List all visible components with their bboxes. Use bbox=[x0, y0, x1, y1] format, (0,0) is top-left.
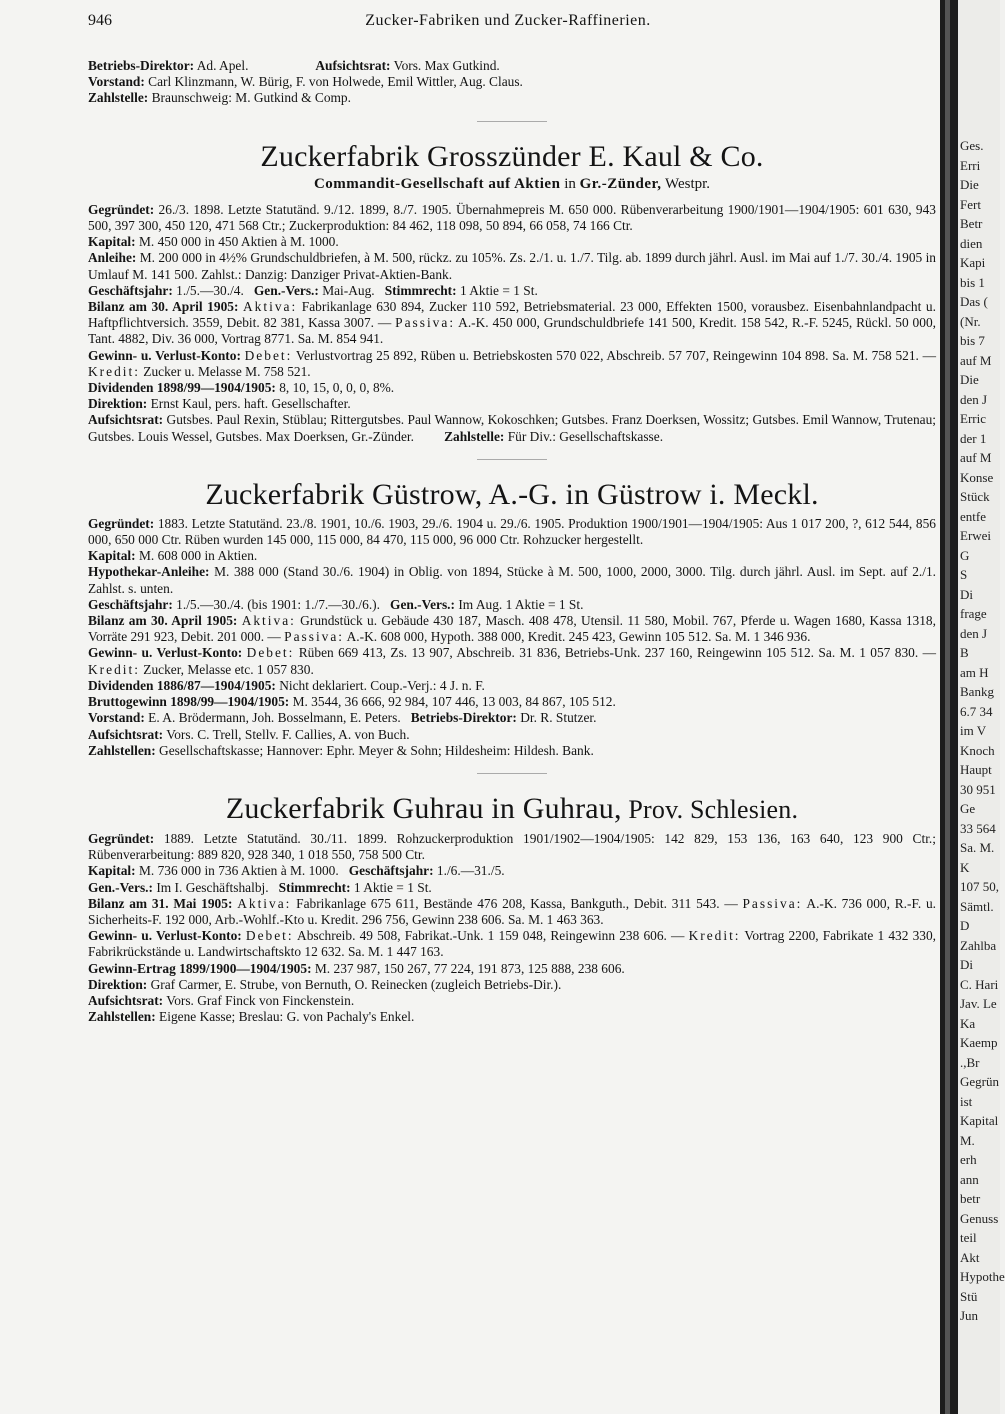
paragraph bbox=[88, 1009, 936, 1025]
facing-page-text: Kapital bbox=[960, 1113, 999, 1128]
facing-page-text: C. Hari bbox=[960, 977, 999, 992]
facing-page-text: Akt bbox=[960, 1250, 980, 1265]
field-label: Geschäftsjahr: bbox=[88, 282, 173, 298]
paragraph bbox=[88, 743, 936, 759]
field-label: Dividenden 1898/99—1904/1905: bbox=[88, 380, 276, 396]
facing-page-text: K bbox=[960, 860, 970, 875]
spaced-label: Debet: bbox=[245, 928, 294, 944]
facing-page-text: im V bbox=[960, 723, 987, 738]
field-value: Fabrikanlage 630 894, Zucker 110 592, Betriebsmaterial. 23 000, Effekten 1500, vorausbez. Eisenbahnlandpacht u. Haftpflichtversich. 3559, Debit. 82 381, Kassa 3007. — bbox=[88, 299, 936, 331]
facing-page-text: 6.7 34 bbox=[960, 704, 993, 719]
field-label: Gegründet: bbox=[88, 515, 155, 531]
facing-page-text: Zahlba bbox=[960, 938, 997, 953]
field-label: Aufsichtsrat: bbox=[88, 726, 164, 742]
facing-page-text: Kapi bbox=[960, 255, 986, 270]
field-label: Bilanz am 30. April 1905: bbox=[88, 299, 239, 315]
paragraph bbox=[88, 928, 936, 960]
entry-title-region: Prov. Schlesien. bbox=[621, 794, 799, 824]
paragraph bbox=[88, 863, 936, 879]
field-label: Geschäftsjahr: bbox=[88, 596, 173, 612]
page-number: 946 bbox=[88, 12, 112, 29]
paragraph bbox=[88, 896, 936, 928]
field-value: Grundstück u. Gebäude 430 187, Masch. 408 478, Utensil. 11 580, Mobil. 767, Pferde u. Wagen 1680, Kassa 1318, Vorräte 291 923, Debit. 201 000. — bbox=[88, 613, 936, 645]
field-label: Betriebs-Direktor: bbox=[410, 710, 517, 726]
field-value: Im I. Geschäftshalbj. bbox=[152, 879, 269, 895]
paragraph bbox=[88, 283, 936, 299]
field-value: Braunschweig: M. Gutkind & Comp. bbox=[148, 90, 351, 106]
paragraph bbox=[88, 727, 936, 743]
paragraph bbox=[88, 831, 936, 863]
facing-page-text: Fert bbox=[960, 197, 981, 212]
field-label: Direktion: bbox=[88, 396, 148, 412]
field-label: Aufsichtsrat: bbox=[88, 992, 164, 1008]
paragraph bbox=[88, 202, 936, 234]
spaced-label: Passiva: bbox=[284, 629, 345, 645]
facing-page-text: Knoch bbox=[960, 743, 995, 758]
paragraph bbox=[88, 548, 936, 564]
field-value: Abschreib. 49 508, Fabrikat.-Unk. 1 159 048, Reingewinn 238 606. — bbox=[293, 928, 689, 944]
field-label: Gen.-Vers.: bbox=[253, 282, 319, 298]
field-label: Zahlstellen: bbox=[88, 742, 156, 758]
paragraph bbox=[88, 645, 936, 677]
entry-guestrow bbox=[88, 478, 936, 759]
entry-grosszuender bbox=[88, 140, 936, 445]
spaced-label: Aktiva: bbox=[241, 613, 296, 629]
paragraph bbox=[88, 993, 936, 1009]
field-value: Vors. C. Trell, Stellv. F. Callies, A. von Buch. bbox=[163, 726, 410, 742]
field-label: Aufsichtsrat: bbox=[315, 58, 391, 73]
facing-page-text: dien bbox=[960, 236, 983, 251]
section-divider bbox=[477, 459, 547, 460]
facing-page-text: Di bbox=[960, 587, 973, 602]
field-value: M. 200 000 in 4½% Grundschuldbriefen, à M. 500, rückz. zu 105%. Zs. 2./1. u. 1./7. Tilg. ab. 1899 durch jährl. Ausl. im Mai auf 1./7. 30./4. 1905 in Umlauf M. 141 500. Zahlst.: Danzig: Danziger Privat-Aktien-Bank. bbox=[88, 250, 936, 282]
field-label: Bilanz am 30. April 1905: bbox=[88, 613, 238, 629]
field-value: A.-K. 450 000, Grundschuldbriefe 141 500, Kredit. 158 542, R.-F. 5245, Rückl. 50 000, Tant. 4882, Div. 36 000, Vortrag 8771. Sa. M. 854 941. bbox=[88, 315, 936, 347]
field-value: M. 736 000 in 736 Aktien à M. 1000. bbox=[135, 863, 339, 879]
field-value: Verlustvortrag 25 892, Rüben u. Betriebskosten 570 022, Abschreib. 57 707, Reingewinn 104 898. Sa. M. 758 521. — bbox=[292, 347, 936, 363]
spaced-label: Debet: bbox=[244, 347, 293, 363]
spaced-label: Passiva: bbox=[742, 895, 803, 911]
entry-title bbox=[88, 792, 936, 827]
spaced-label: Debet: bbox=[246, 645, 295, 661]
field-value: Graf Carmer, E. Strube, von Bernuth, O. Reinecken (zugleich Betriebs-Dir.). bbox=[147, 976, 562, 992]
facing-page-text: 30 951 bbox=[960, 782, 996, 797]
field-value: M. 388 000 (Stand 30./6. 1904) in Oblig. von 1894, Stücke à M. 500, 1000, 2000, 3000. Tilg. durch jährl. Ausl. im Sept. auf 2./1. Zahlst. s. unten. bbox=[88, 564, 936, 596]
field-value: 1889. Letzte Statutänd. 30./11. 1899. Rohzuckerproduktion 1901/1902—1904/1905: 142 829, 153 136, 163 640, 123 900 Ctr.; Rübenverarbeitung: 889 820, 928 340, 1 018 550, 758 500 Ctr. bbox=[88, 830, 936, 863]
facing-page-text: Hypothe bbox=[960, 1269, 1005, 1284]
paragraph bbox=[88, 694, 936, 710]
paragraph bbox=[88, 299, 936, 348]
field-label: Hypothekar-Anleihe: bbox=[88, 564, 210, 580]
field-value: Zucker u. Melasse M. 758 521. bbox=[139, 363, 311, 379]
company-form: Commandit-Gesellschaft auf Aktien bbox=[313, 175, 561, 192]
field-label: Betriebs-Direktor: bbox=[88, 58, 195, 73]
paragraph bbox=[88, 961, 936, 977]
facing-page-text: G bbox=[960, 548, 970, 563]
facing-page-text: Stück bbox=[960, 489, 990, 504]
entry-title-main: Zuckerfabrik Guhrau in Guhrau, bbox=[225, 791, 622, 825]
paragraph bbox=[88, 710, 936, 726]
facing-page-text: B bbox=[960, 645, 969, 660]
field-label: Direktion: bbox=[88, 976, 148, 992]
facing-page-text: Erri bbox=[960, 158, 981, 173]
facing-page-text: 33 564 bbox=[960, 821, 996, 836]
field-value: Fabrikanlage 675 611, Bestände 476 208, Kassa, Bankguth., Debit. 311 543. — bbox=[291, 895, 743, 911]
field-value: Vors. Graf Finck von Finckenstein. bbox=[163, 992, 355, 1008]
field-label: Gen.-Vers.: bbox=[88, 879, 153, 895]
facing-page-text: Das ( bbox=[960, 294, 988, 309]
company-region: Westpr. bbox=[661, 175, 711, 192]
field-value: M. 3544, 36 666, 92 984, 107 446, 13 003, 84 867, 105 512. bbox=[289, 694, 616, 710]
field-label: Gewinn- u. Verlust-Konto: bbox=[88, 928, 242, 944]
facing-page-text: Erwei bbox=[960, 528, 992, 543]
paragraph bbox=[88, 516, 936, 548]
spaced-label: Passiva: bbox=[395, 315, 456, 331]
facing-page-text: Ge bbox=[960, 801, 976, 816]
spaced-label: Kredit: bbox=[88, 363, 140, 379]
company-place: Gr.-Zünder, bbox=[579, 175, 662, 192]
facing-page-text: Jav. Le bbox=[960, 996, 997, 1011]
facing-page-text: Di bbox=[960, 957, 973, 972]
field-label: Gewinn- u. Verlust-Konto: bbox=[88, 347, 241, 363]
facing-page-text: Erric bbox=[960, 411, 986, 426]
field-label: Anleihe: bbox=[88, 250, 137, 266]
field-value: 1 Aktie = 1 St. bbox=[456, 282, 538, 298]
facing-page-text: Kaemp bbox=[960, 1035, 998, 1050]
facing-page-text: 107 50, bbox=[960, 879, 999, 894]
field-value: Mai-Aug. bbox=[318, 282, 375, 298]
field-value: Eigene Kasse; Breslau: G. von Pachaly's Enkel. bbox=[155, 1009, 415, 1025]
facing-page-text: teil bbox=[960, 1230, 977, 1245]
field-label: Gen.-Vers.: bbox=[390, 596, 455, 612]
facing-page-text: am H bbox=[960, 665, 989, 680]
facing-page-text: bis 1 bbox=[960, 275, 985, 290]
field-value: A.-K. 608 000, Hypoth. 388 000, Kredit. 245 423, Gewinn 105 512. Sa. M. 1 346 936. bbox=[344, 629, 811, 645]
field-value: 8, 10, 15, 0, 0, 0, 8%. bbox=[275, 380, 395, 396]
facing-page-text: Die bbox=[960, 177, 979, 192]
facing-page-text: Jun bbox=[960, 1308, 979, 1323]
page-content bbox=[88, 58, 936, 1025]
facing-page-text: Stü bbox=[960, 1289, 978, 1304]
field-value: 1 Aktie = 1 St. bbox=[350, 879, 432, 895]
entry-title: Zuckerfabrik Güstrow, A.-G. in Güstrow i. Meckl. bbox=[205, 477, 819, 511]
field-value: Vors. Max Gutkind. bbox=[390, 58, 500, 73]
facing-page-text: .,Br bbox=[960, 1055, 980, 1070]
field-value: Zucker, Melasse etc. 1 057 830. bbox=[139, 661, 314, 677]
field-value: Gutsbes. Paul Rexin, Stüblau; Rittergutsbes. Paul Wannow, Kokoschken; Gutsbes. Franz Doerksen, Wossitz; Gutsbes. Emil Wannow, Trutenau; Gutsbes. Louis Wessel, Gutsbes. Max Doerksen, Gr.-Zünder. bbox=[88, 412, 936, 444]
facing-page-text: frage bbox=[960, 606, 987, 621]
paragraph bbox=[88, 412, 936, 444]
section-divider bbox=[477, 121, 547, 122]
facing-page-text: der 1 bbox=[960, 431, 987, 446]
field-label: Aufsichtsrat: bbox=[88, 412, 164, 428]
section-divider bbox=[477, 773, 547, 774]
field-value: Ernst Kaul, pers. haft. Gesellschafter. bbox=[147, 396, 351, 412]
paragraph bbox=[88, 396, 936, 412]
field-label: Gegründet: bbox=[88, 201, 155, 217]
text-line bbox=[88, 58, 936, 74]
field-label: Stimmrecht: bbox=[278, 879, 351, 895]
field-value: 1./5.—30./4. (bis 1901: 1./7.—30./6.). bbox=[172, 596, 380, 612]
subtitle-in: in bbox=[560, 175, 580, 192]
facing-page-text: auf M bbox=[960, 353, 992, 368]
field-label: Gewinn- u. Verlust-Konto: bbox=[88, 645, 243, 661]
field-value: M. 450 000 in 450 Aktien à M. 1000. bbox=[135, 234, 339, 250]
field-value: M. 608 000 in Aktien. bbox=[135, 548, 258, 564]
field-label: Vorstand: bbox=[88, 74, 145, 90]
field-label: Kapital: bbox=[88, 234, 136, 250]
field-label: Bruttogewinn 1898/99—1904/1905: bbox=[88, 694, 290, 710]
facing-page-text: ist bbox=[960, 1094, 973, 1109]
field-value: 1883. Letzte Statutänd. 23./8. 1901, 10./6. 1903, 29./6. 1904 u. 29./6. 1905. Produktion 1900/1901—1904/1905: Aus 1 017 200, ?, 612 544, 856 000, 650 000 Ctr. Rüben wurden 145 000, 115 000, 84 470, 115 000, 96 000 Ctr. Rohzucker hergestellt. bbox=[88, 515, 936, 548]
entry-guhrau bbox=[88, 792, 936, 1025]
facing-page-text: ann bbox=[960, 1172, 979, 1187]
field-label: Kapital: bbox=[88, 863, 136, 879]
running-title: Zucker-Fabriken und Zucker-Raffinerien. bbox=[365, 12, 651, 29]
paragraph bbox=[88, 880, 936, 896]
field-value: 26./3. 1898. Letzte Statutänd. 9./12. 1899, 8./7. 1905. Übernahmepreis M. 650 000. Rübenverarbeitung 1900/1901—1904/1905: 601 630, 943 500, 397 300, 450 120, 471 568 Ctr.; Zuckerproduktion: 84 462, 118 098, 50 894, 66 058, 74 166 Ctr. bbox=[88, 201, 936, 234]
paragraph bbox=[88, 678, 936, 694]
facing-page-text: den J bbox=[960, 626, 988, 641]
spaced-label: Aktiva: bbox=[237, 895, 292, 911]
facing-page-fragment bbox=[958, 0, 1005, 1414]
field-value: Rüben 669 413, Zs. 13 907, Abschreib. 31 836, Betriebs-Unk. 237 160, Reingewinn 105 512. Sa. M. 1 057 830. — bbox=[294, 645, 936, 661]
facing-page-text: M. bbox=[960, 1133, 975, 1148]
paragraph bbox=[88, 348, 936, 380]
field-value: M. 237 987, 150 267, 77 224, 191 873, 125 888, 238 606. bbox=[311, 960, 625, 976]
field-value: A.-K. 736 000, R.-F. u. Sicherheits-F. 192 000, Arb.-Wohlf.-Kto u. Kredit. 296 756, Gewinn 238 606. Sa. M. 1 463 363. bbox=[88, 895, 937, 927]
facing-page-text: entfe bbox=[960, 509, 986, 524]
facing-page-text: betr bbox=[960, 1191, 981, 1206]
field-label: Zahlstellen: bbox=[88, 1009, 156, 1025]
facing-page-text: Die bbox=[960, 372, 979, 387]
field-label: Kapital: bbox=[88, 548, 136, 564]
facing-page-text: (Nr. bbox=[960, 314, 981, 329]
facing-page-text: Ges. bbox=[960, 138, 984, 153]
field-label: Stimmrecht: bbox=[384, 282, 457, 298]
facing-page-text: Konse bbox=[960, 470, 994, 485]
paragraph bbox=[88, 977, 936, 993]
spaced-label: Kredit: bbox=[688, 928, 741, 944]
facing-page-text: Gegrün bbox=[960, 1074, 999, 1089]
facing-page-text: Ka bbox=[960, 1016, 976, 1031]
field-label: Bilanz am 31. Mai 1905: bbox=[88, 895, 233, 911]
facing-page-text: D bbox=[960, 918, 970, 933]
entry-title: Zuckerfabrik Grosszünder E. Kaul & Co. bbox=[260, 139, 764, 173]
field-value: 1./5.—30./4. bbox=[172, 282, 244, 298]
facing-page-text: Haupt bbox=[960, 762, 992, 777]
text-line bbox=[88, 90, 936, 106]
field-label: Dividenden 1886/87—1904/1905: bbox=[88, 677, 276, 693]
field-label: Zahlstelle: bbox=[88, 90, 149, 106]
field-value: 1./6.—31./5. bbox=[433, 863, 505, 879]
field-value: Nicht deklariert. Coup.-Verj.: 4 J. n. F. bbox=[275, 677, 485, 693]
paragraph bbox=[88, 380, 936, 396]
field-value: Dr. R. Stutzer. bbox=[516, 710, 597, 726]
field-value: Carl Klinzmann, W. Bürig, F. von Holwede, Emil Wittler, Aug. Claus. bbox=[144, 74, 523, 90]
facing-page-text: Sämtl. bbox=[960, 899, 994, 914]
paragraph bbox=[88, 597, 936, 613]
text-line bbox=[88, 74, 936, 90]
spaced-label: Aktiva: bbox=[243, 299, 298, 315]
field-value: Im Aug. 1 Aktie = 1 St. bbox=[455, 596, 584, 612]
facing-page-text: den J bbox=[960, 392, 988, 407]
facing-page-text: S bbox=[960, 567, 968, 582]
facing-page-text: Genuss bbox=[960, 1211, 999, 1226]
field-value: E. A. Brödermann, Joh. Bosselmann, E. Peters. bbox=[144, 710, 401, 726]
facing-page-text: Betr bbox=[960, 216, 983, 231]
field-value: Gesellschaftskasse; Hannover: Ephr. Meyer & Sohn; Hildesheim: Hildesh. Bank. bbox=[155, 742, 594, 758]
paragraph bbox=[88, 564, 936, 596]
field-label: Vorstand: bbox=[88, 710, 145, 726]
facing-page-text: erh bbox=[960, 1152, 977, 1167]
paragraph bbox=[88, 250, 936, 282]
book-gutter bbox=[945, 0, 950, 1414]
previous-entry-tail bbox=[88, 58, 936, 107]
field-label: Zahlstelle: bbox=[444, 428, 505, 444]
paragraph bbox=[88, 613, 936, 645]
facing-page-text: bis 7 bbox=[960, 333, 985, 348]
field-label: Gewinn-Ertrag 1899/1900—1904/1905: bbox=[88, 960, 312, 976]
entry-subtitle bbox=[88, 176, 936, 192]
field-value: Für Div.: Gesellschaftskasse. bbox=[504, 428, 664, 444]
facing-page-text: Sa. M. bbox=[960, 840, 995, 855]
facing-page-text: auf M bbox=[960, 450, 992, 465]
field-label: Gegründet: bbox=[88, 830, 155, 846]
field-value: Ad. Apel. bbox=[194, 58, 249, 73]
field-value: Vortrag 2200, Fabrikate 1 432 330, Fabrikrückstände u. Landwirtschaftskto 12 632. Sa. M. 1 447 163. bbox=[88, 928, 936, 960]
facing-page-text: Bankg bbox=[960, 684, 994, 699]
paragraph bbox=[88, 234, 936, 250]
spaced-label: Kredit: bbox=[88, 661, 140, 677]
field-label: Geschäftsjahr: bbox=[348, 863, 434, 879]
